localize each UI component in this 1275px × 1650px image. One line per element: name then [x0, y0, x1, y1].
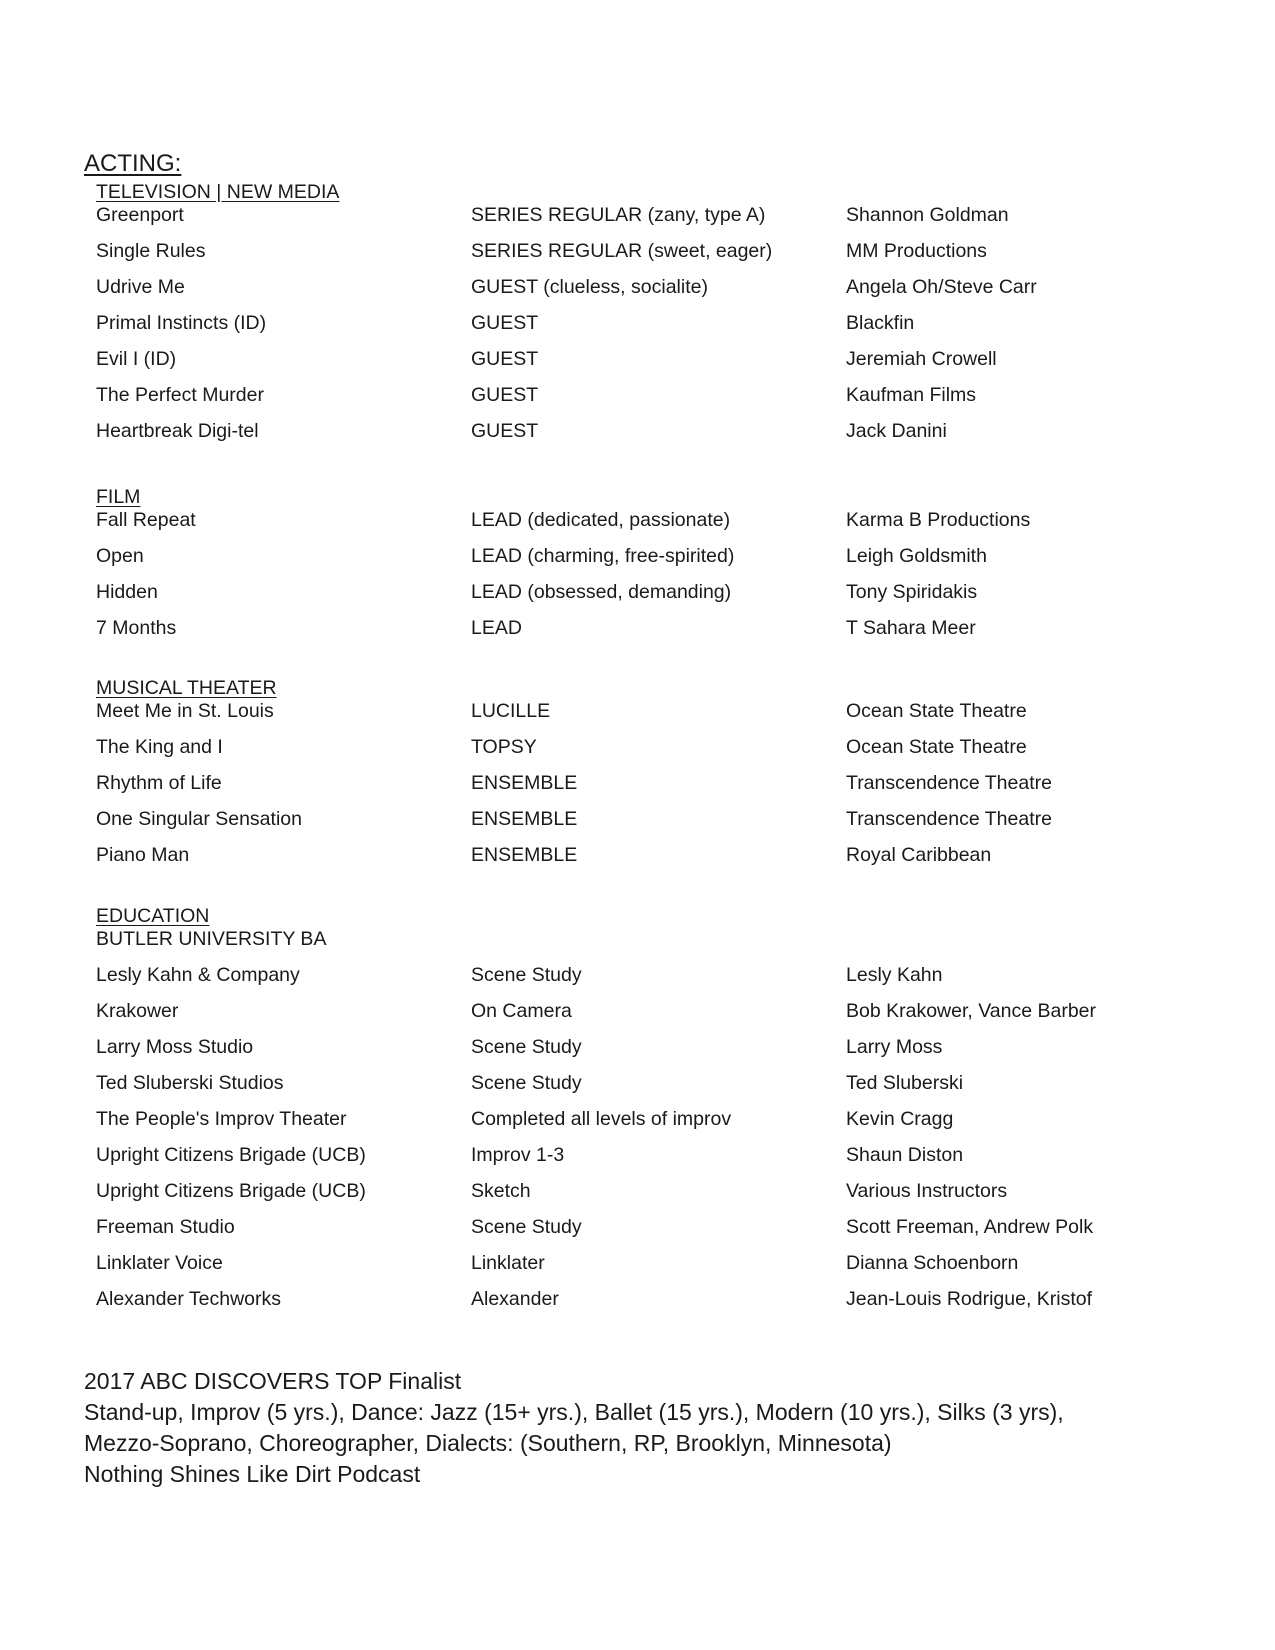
credit-company: Scott Freeman, Andrew Polk [846, 1216, 1094, 1238]
education-rows [96, 964, 1196, 1324]
credit-role: Linklater [471, 1252, 545, 1274]
credit-title: Greenport [96, 204, 184, 226]
credit-role: GUEST [471, 420, 539, 442]
television-section [96, 181, 1196, 456]
table-row [96, 509, 1196, 545]
credit-title: Evil I (ID) [96, 348, 177, 370]
credit-company: Blackfin [846, 312, 915, 334]
credit-company: T Sahara Meer [846, 617, 976, 639]
table-row [96, 1180, 1196, 1216]
credit-title: Upright Citizens Brigade (UCB) [96, 1144, 366, 1166]
credit-title: Linklater Voice [96, 1252, 223, 1274]
skills-line-continued: Mezzo-Soprano, Choreographer, Dialects: (Southern, RP, Brooklyn, Minnesota) [84, 1430, 892, 1456]
table-row [96, 348, 1196, 384]
credit-role: Alexander [471, 1288, 559, 1310]
credit-role: SERIES REGULAR (sweet, eager) [471, 240, 773, 262]
credit-title: Udrive Me [96, 276, 185, 298]
credit-title: The Perfect Murder [96, 384, 264, 406]
table-row [96, 1108, 1196, 1144]
credit-role: Improv 1-3 [471, 1144, 565, 1166]
table-row [96, 581, 1196, 617]
credit-company: Royal Caribbean [846, 844, 992, 866]
credit-role: Scene Study [471, 1072, 582, 1094]
table-row [96, 808, 1196, 844]
credit-company: Jack Danini [846, 420, 947, 442]
credit-title: Upright Citizens Brigade (UCB) [96, 1180, 366, 1202]
table-row [96, 1036, 1196, 1072]
credit-company: Shannon Goldman [846, 204, 1009, 226]
credit-title: One Singular Sensation [96, 808, 302, 830]
credit-company: Kaufman Films [846, 384, 977, 406]
skills-line: Stand-up, Improv (5 yrs.), Dance: Jazz (15+ yrs.), Ballet (15 yrs.), Modern (10 yrs.), Silks (3 yrs), [84, 1399, 1064, 1425]
credit-title: Heartbreak Digi-tel [96, 420, 259, 442]
table-row [96, 1216, 1196, 1252]
credit-title: Alexander Techworks [96, 1288, 281, 1310]
credit-company: MM Productions [846, 240, 987, 262]
credit-title: Hidden [96, 581, 158, 603]
table-row [96, 700, 1196, 736]
table-row [96, 204, 1196, 240]
table-row [96, 1288, 1196, 1324]
table-row [96, 1252, 1196, 1288]
musical-theater-section [96, 677, 1196, 880]
table-row [96, 312, 1196, 348]
credit-company: Various Instructors [846, 1180, 1008, 1202]
credit-role: GUEST (clueless, socialite) [471, 276, 708, 298]
credit-title: Lesly Kahn & Company [96, 964, 300, 986]
musical-theater-rows [96, 700, 1196, 880]
education-section [96, 905, 1196, 1324]
credit-role: Scene Study [471, 1036, 582, 1058]
table-row [96, 1000, 1196, 1036]
film-section [96, 486, 1196, 653]
credit-company: Jeremiah Crowell [846, 348, 997, 370]
additional-info [84, 1366, 1234, 1490]
education-degree: BUTLER UNIVERSITY BA [96, 928, 327, 950]
credit-company: Shaun Diston [846, 1144, 964, 1166]
film-heading: FILM [96, 486, 141, 508]
credit-company: Ocean State Theatre [846, 700, 1027, 722]
credit-title: Open [96, 545, 144, 567]
credit-role: Completed all levels of improv [471, 1108, 732, 1130]
credit-title: Meet Me in St. Louis [96, 700, 274, 722]
credit-title: Freeman Studio [96, 1216, 235, 1238]
credit-role: GUEST [471, 312, 539, 334]
musical-theater-heading: MUSICAL THEATER [96, 677, 277, 699]
award-line: 2017 ABC DISCOVERS TOP Finalist [84, 1368, 462, 1394]
credit-role: Scene Study [471, 964, 582, 986]
credit-title: Fall Repeat [96, 509, 196, 531]
credit-company: Tony Spiridakis [846, 581, 978, 603]
credit-role: TOPSY [471, 736, 537, 758]
credit-role: Sketch [471, 1180, 531, 1202]
credit-role: On Camera [471, 1000, 572, 1022]
table-row [96, 772, 1196, 808]
podcast-line: Nothing Shines Like Dirt Podcast [84, 1461, 421, 1487]
television-heading: TELEVISION | NEW MEDIA [96, 181, 340, 203]
credit-title: Single Rules [96, 240, 206, 262]
credit-title: Larry Moss Studio [96, 1036, 254, 1058]
acting-heading: ACTING: [84, 150, 182, 177]
table-row [96, 276, 1196, 312]
credit-company: Angela Oh/Steve Carr [846, 276, 1037, 298]
table-row [96, 617, 1196, 653]
table-row [96, 1072, 1196, 1108]
credit-company: Transcendence Theatre [846, 808, 1052, 830]
credit-company: Larry Moss [846, 1036, 943, 1058]
credit-title: Rhythm of Life [96, 772, 222, 794]
education-heading: EDUCATION [96, 905, 210, 927]
credit-company: Kevin Cragg [846, 1108, 954, 1130]
credit-company: Lesly Kahn [846, 964, 943, 986]
credit-role: ENSEMBLE [471, 772, 578, 794]
credit-role: GUEST [471, 348, 539, 370]
table-row [96, 844, 1196, 880]
credit-company: Leigh Goldsmith [846, 545, 987, 567]
credit-role: Scene Study [471, 1216, 582, 1238]
credit-company: Bob Krakower, Vance Barber [846, 1000, 1097, 1022]
table-row [96, 736, 1196, 772]
credit-title: The People's Improv Theater [96, 1108, 347, 1130]
table-row [96, 240, 1196, 276]
credit-role: LEAD (dedicated, passionate) [471, 509, 731, 531]
credit-title: Primal Instincts (ID) [96, 312, 267, 334]
television-rows [96, 204, 1196, 456]
credit-role: LEAD (obsessed, demanding) [471, 581, 732, 603]
table-row [96, 420, 1196, 456]
table-row [96, 964, 1196, 1000]
table-row [96, 384, 1196, 420]
credit-role: ENSEMBLE [471, 808, 578, 830]
credit-role: LEAD [471, 617, 522, 639]
credit-role: ENSEMBLE [471, 844, 578, 866]
table-row [96, 1144, 1196, 1180]
credit-company: Dianna Schoenborn [846, 1252, 1019, 1274]
table-row [96, 545, 1196, 581]
credit-title: Krakower [96, 1000, 179, 1022]
credit-company: Ted Sluberski [846, 1072, 964, 1094]
credit-company: Jean-Louis Rodrigue, Kristof [846, 1288, 1093, 1310]
credit-role: LUCILLE [471, 700, 551, 722]
film-rows [96, 509, 1196, 653]
credit-company: Transcendence Theatre [846, 772, 1052, 794]
credit-title: 7 Months [96, 617, 177, 639]
credit-company: Ocean State Theatre [846, 736, 1027, 758]
credit-title: Piano Man [96, 844, 190, 866]
credit-role: SERIES REGULAR (zany, type A) [471, 204, 766, 226]
credit-role: LEAD (charming, free-spirited) [471, 545, 735, 567]
credit-title: The King and I [96, 736, 223, 758]
credit-company: Karma B Productions [846, 509, 1031, 531]
credit-role: GUEST [471, 384, 539, 406]
credit-title: Ted Sluberski Studios [96, 1072, 284, 1094]
